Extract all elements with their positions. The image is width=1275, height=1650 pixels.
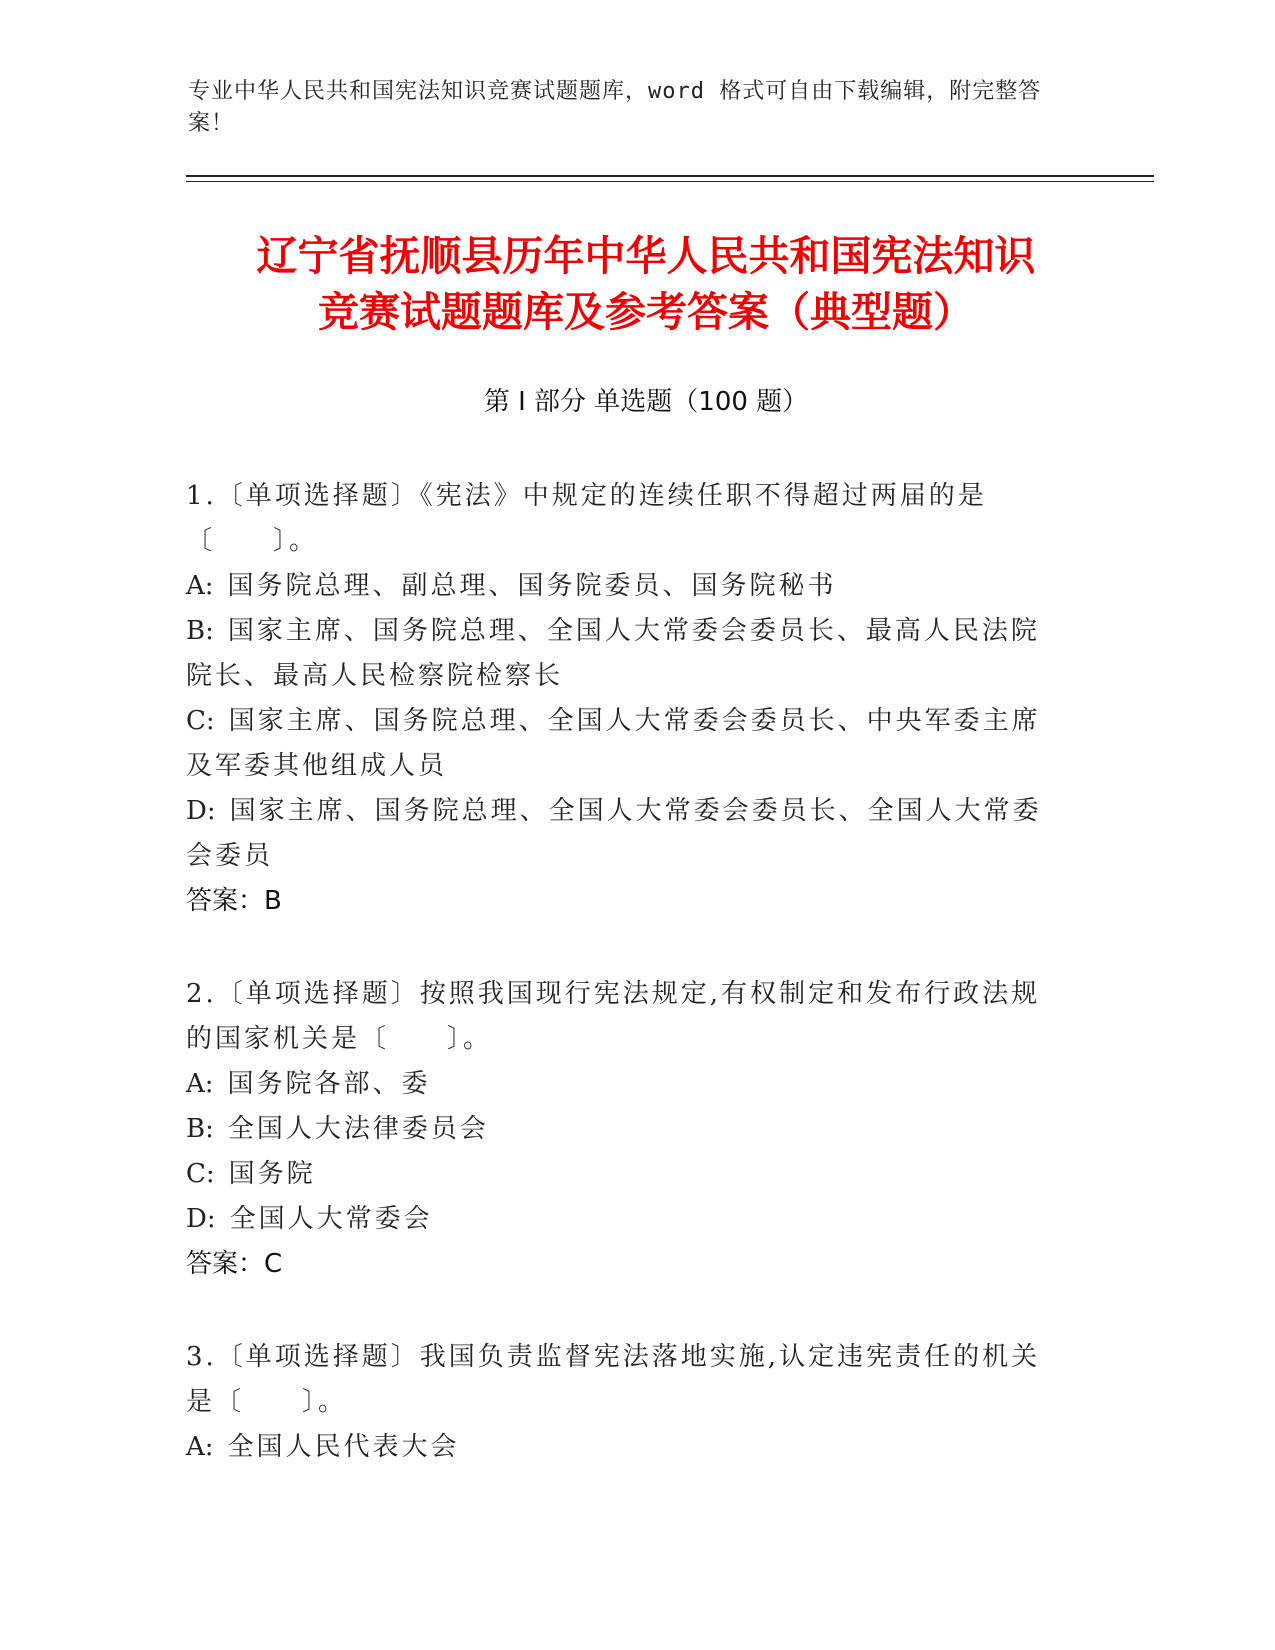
section-heading: 第 I 部分 单选题（100 题） — [483, 387, 809, 417]
header-note: 专业中华人民共和国宪法知识竞赛试题题库，word 格式可自由下载编辑，附完整答案！ — [188, 79, 1042, 136]
document-title — [186, 228, 1106, 340]
option-key: C: — [186, 706, 215, 736]
option-key: B: — [186, 616, 214, 646]
option-key: B: — [186, 1114, 214, 1144]
question-text: 1.〔单项选择题〕《宪法》中规定的连续任职不得超过两届的是〔 〕。 — [186, 481, 987, 556]
option-text: 全国人大常委会 — [229, 1204, 433, 1234]
option-text: 国家主席、国务院总理、全国人大常委会委员长、最高人民法院院长、最高人民检察院检察长 — [186, 616, 1040, 691]
answer-line — [186, 1242, 1066, 1287]
option-text: 国务院 — [228, 1159, 316, 1189]
question-1 — [186, 474, 1066, 924]
option-a — [186, 564, 1066, 609]
title-line-1: 辽宁省抚顺县历年中华人民共和国宪法知识 — [256, 232, 1036, 280]
option-b — [186, 1107, 1066, 1152]
option-key: A: — [186, 1069, 214, 1099]
option-key: D: — [186, 1204, 216, 1234]
answer-value: C — [264, 1249, 283, 1279]
option-c — [186, 699, 1066, 789]
question-text: 3.〔单项选择题〕我国负责监督宪法落地实施,认定违宪责任的机关是〔 〕。 — [186, 1342, 1041, 1417]
question-3 — [186, 1335, 1066, 1470]
title-line-2: 竞赛试题题库及参考答案（典型题） — [318, 288, 974, 336]
option-b — [186, 609, 1066, 699]
option-a — [186, 1425, 1066, 1470]
option-a — [186, 1062, 1066, 1107]
option-key: A: — [186, 571, 214, 601]
question-2 — [186, 972, 1066, 1287]
option-text: 国务院各部、委 — [227, 1069, 431, 1099]
option-d — [186, 1197, 1066, 1242]
option-text: 国家主席、国务院总理、全国人大常委会委员长、全国人大常委会委员 — [186, 796, 1042, 871]
header-divider-thick — [186, 175, 1154, 177]
answer-line — [186, 879, 1066, 924]
option-text: 全国人大法律委员会 — [227, 1114, 489, 1144]
option-key: A: — [186, 1432, 214, 1462]
answer-label: 答案： — [186, 886, 265, 916]
option-text: 全国人民代表大会 — [227, 1432, 460, 1462]
header-divider-thin — [186, 181, 1154, 182]
option-d — [186, 789, 1066, 879]
option-text: 国家主席、国务院总理、全国人大常委会委员长、中央军委主席及军委其他组成人员 — [186, 706, 1041, 781]
answer-value: B — [264, 886, 282, 916]
question-text: 2.〔单项选择题〕按照我国现行宪法规定,有权制定和发布行政法规的国家机关是〔 〕。 — [186, 979, 1041, 1054]
answer-label: 答案： — [186, 1249, 265, 1279]
option-text: 国务院总理、副总理、国务院委员、国务院秘书 — [227, 571, 837, 601]
option-key: C: — [186, 1159, 215, 1189]
option-c — [186, 1152, 1066, 1197]
option-key: D: — [186, 796, 216, 826]
